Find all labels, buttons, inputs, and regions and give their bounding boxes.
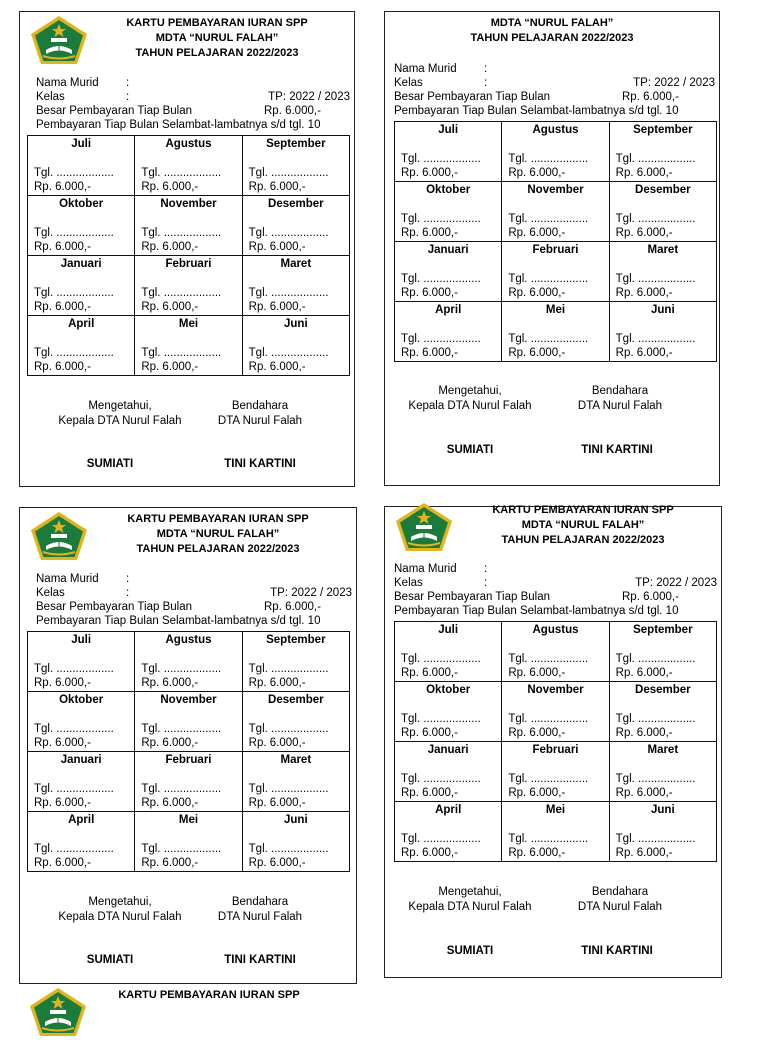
month-label: April: [68, 318, 95, 330]
month-label: Januari: [427, 244, 469, 256]
month-label: Maret: [647, 244, 679, 256]
fee-amount: Rp. 6.000,-: [264, 601, 321, 613]
month-label: November: [527, 684, 584, 696]
month-label: Februari: [532, 744, 579, 756]
grid-row: [395, 742, 717, 802]
amount-value: Rp. 6.000,-: [34, 361, 91, 373]
month-cell: [502, 742, 609, 802]
month-label: Februari: [532, 244, 579, 256]
name-label: Nama Murid: [394, 563, 457, 575]
amount-value: Rp. 6.000,-: [248, 857, 306, 869]
month-label: November: [527, 184, 584, 196]
date-field: Tgl. ..................: [401, 713, 481, 725]
month-label: Juli: [438, 124, 459, 136]
signer-left-name: SUMIATI: [86, 458, 134, 470]
card-title: KARTU PEMBAYARAN IURAN SPP: [127, 513, 309, 525]
school-name: MDTA “NURUL FALAH”: [156, 528, 280, 540]
month-label: September: [266, 634, 326, 646]
kemenag-logo-icon: [26, 986, 90, 1040]
amount-value: Rp. 6.000,-: [401, 667, 458, 679]
date-field: Tgl. ..................: [141, 783, 222, 795]
month-label: Juli: [71, 138, 92, 150]
signer-left-name: SUMIATI: [86, 954, 134, 966]
amount-value: Rp. 6.000,-: [508, 847, 566, 859]
date-field: Tgl. ..................: [141, 287, 222, 299]
fee-amount: Rp. 6.000,-: [622, 91, 679, 103]
fee-label: Besar Pembayaran Tiap Bulan: [36, 105, 192, 117]
amount-value: Rp. 6.000,-: [141, 797, 199, 809]
month-label: September: [266, 138, 326, 150]
month-label: Juni: [651, 804, 675, 816]
amount-value: Rp. 6.000,-: [615, 227, 673, 239]
sign-right: Bendahara DTA Nurul Falah: [577, 385, 663, 412]
grid-row: [395, 802, 717, 862]
date-field: Tgl. ..................: [141, 663, 222, 675]
school-year: TAHUN PELAJARAN 2022/2023: [470, 32, 634, 44]
amount-value: Rp. 6.000,-: [141, 737, 199, 749]
fee-label: Besar Pembayaran Tiap Bulan: [36, 601, 192, 613]
month-label: April: [435, 304, 462, 316]
date-field: Tgl. ..................: [141, 227, 222, 239]
month-cell: [609, 682, 716, 742]
month-cell: [28, 812, 135, 872]
payment-card-2: [384, 11, 720, 486]
month-label: Januari: [60, 258, 102, 270]
fee-amount: Rp. 6.000,-: [622, 591, 679, 603]
month-cell: [135, 752, 242, 812]
month-cell: [135, 316, 242, 376]
payment-card-5-partial: [19, 986, 349, 1026]
amount-value: Rp. 6.000,-: [248, 737, 306, 749]
amount-value: Rp. 6.000,-: [508, 667, 566, 679]
date-field: Tgl. ..................: [401, 213, 481, 225]
grid-row: [28, 812, 350, 872]
month-cell: [242, 812, 349, 872]
amount-value: Rp. 6.000,-: [141, 857, 199, 869]
month-label: Desember: [635, 684, 691, 696]
month-label: Oktober: [426, 684, 471, 696]
grid-row: [28, 256, 350, 316]
month-label: Januari: [427, 744, 469, 756]
month-label: Desember: [268, 198, 324, 210]
student-info: Nama Murid : Kelas : TP: 2022 / 2023 Besar Pembayaran Tiap Bulan Rp. 6.000,- Pembayaran Tiap Bulan Selambat-lambatnya s/d tgl. 10: [36, 573, 352, 627]
date-field: Tgl. ..................: [34, 287, 114, 299]
school-name: MDTA “NURUL FALAH”: [521, 519, 645, 531]
card-title: KARTU PEMBAYARAN IURAN SPP: [126, 17, 308, 29]
date-field: Tgl. ..................: [141, 723, 222, 735]
amount-value: Rp. 6.000,-: [615, 347, 673, 359]
month-cell: [609, 622, 716, 682]
amount-value: Rp. 6.000,-: [508, 787, 566, 799]
grid-row: [28, 136, 350, 196]
amount-value: Rp. 6.000,-: [401, 167, 458, 179]
class-label: Kelas: [394, 77, 423, 89]
kemenag-logo-icon: [27, 510, 91, 564]
fee-label: Besar Pembayaran Tiap Bulan: [394, 591, 550, 603]
month-cell: [395, 242, 502, 302]
payment-grid: [27, 631, 350, 872]
month-label: Juni: [284, 814, 308, 826]
grid-row: [395, 622, 717, 682]
amount-value: Rp. 6.000,-: [141, 361, 199, 373]
amount-value: Rp. 6.000,-: [34, 737, 91, 749]
name-label: Nama Murid: [394, 63, 457, 75]
amount-value: Rp. 6.000,-: [34, 797, 91, 809]
grid-row: [395, 682, 717, 742]
payment-card-3: [19, 507, 357, 984]
amount-value: Rp. 6.000,-: [508, 227, 566, 239]
month-label: Oktober: [59, 198, 104, 210]
date-field: Tgl. ..................: [615, 713, 696, 725]
month-label: Agustus: [532, 624, 579, 636]
date-field: Tgl. ..................: [615, 773, 696, 785]
date-field: Tgl. ..................: [34, 227, 114, 239]
fee-amount: Rp. 6.000,-: [264, 105, 321, 117]
date-field: Tgl. ..................: [34, 663, 114, 675]
signer-right-name: TINI KARTINI: [224, 458, 296, 470]
date-field: Tgl. ..................: [248, 843, 329, 855]
date-field: Tgl. ..................: [248, 167, 329, 179]
fee-label: Besar Pembayaran Tiap Bulan: [394, 91, 550, 103]
month-label: November: [160, 198, 217, 210]
student-info: Nama Murid : Kelas : TP: 2022 / 2023 Besar Pembayaran Tiap Bulan Rp. 6.000,- Pembayaran Tiap Bulan Selambat-lambatnya s/d tgl. 10: [394, 563, 717, 617]
amount-value: Rp. 6.000,-: [141, 241, 199, 253]
grid-row: [395, 122, 717, 182]
month-label: September: [633, 624, 693, 636]
month-cell: [609, 302, 716, 362]
amount-value: Rp. 6.000,-: [34, 677, 91, 689]
month-cell: [609, 242, 716, 302]
month-label: Januari: [60, 754, 102, 766]
school-year: TAHUN PELAJARAN 2022/2023: [136, 543, 300, 555]
date-field: Tgl. ..................: [34, 723, 114, 735]
date-field: Tgl. ..................: [248, 723, 329, 735]
name-label: Nama Murid: [36, 77, 99, 89]
payment-grid: [394, 621, 717, 862]
sign-right: Bendahara DTA Nurul Falah: [217, 400, 303, 427]
month-label: Desember: [268, 694, 324, 706]
signer-right-name: TINI KARTINI: [581, 444, 653, 456]
month-label: Maret: [280, 258, 312, 270]
month-label: Mei: [545, 304, 566, 316]
month-cell: [242, 632, 349, 692]
school-name: MDTA “NURUL FALAH”: [490, 17, 614, 29]
month-cell: [28, 692, 135, 752]
month-cell: [395, 682, 502, 742]
date-field: Tgl. ..................: [615, 153, 696, 165]
sign-left: Mengetahui, Kepala DTA Nurul Falah: [58, 896, 182, 923]
date-field: Tgl. ..................: [508, 713, 589, 725]
amount-value: Rp. 6.000,-: [141, 301, 199, 313]
month-cell: [502, 182, 609, 242]
month-cell: [502, 682, 609, 742]
month-cell: [395, 622, 502, 682]
month-cell: [242, 136, 349, 196]
month-cell: [609, 182, 716, 242]
sign-left: Mengetahui, Kepala DTA Nurul Falah: [58, 400, 182, 427]
amount-value: Rp. 6.000,-: [615, 847, 673, 859]
card-title: KARTU PEMBAYARAN IURAN SPP: [492, 504, 674, 516]
grid-row: [395, 242, 717, 302]
amount-value: Rp. 6.000,-: [508, 167, 566, 179]
signer-left-name: SUMIATI: [446, 945, 494, 957]
date-field: Tgl. ..................: [34, 783, 114, 795]
sign-left: Mengetahui, Kepala DTA Nurul Falah: [408, 385, 532, 412]
amount-value: Rp. 6.000,-: [248, 677, 306, 689]
date-field: Tgl. ..................: [615, 833, 696, 845]
month-cell: [502, 622, 609, 682]
tp-label: TP: 2022 / 2023: [268, 91, 350, 103]
date-field: Tgl. ..................: [248, 287, 329, 299]
month-cell: [395, 802, 502, 862]
month-cell: [28, 256, 135, 316]
tp-label: TP: 2022 / 2023: [633, 77, 715, 89]
amount-value: Rp. 6.000,-: [401, 227, 458, 239]
payment-card-1: [19, 11, 355, 487]
amount-value: Rp. 6.000,-: [34, 857, 91, 869]
tp-label: TP: 2022 / 2023: [635, 577, 717, 589]
amount-value: Rp. 6.000,-: [615, 667, 673, 679]
grid-row: [28, 692, 350, 752]
kemenag-logo-icon: [392, 501, 456, 555]
month-label: Desember: [635, 184, 691, 196]
date-field: Tgl. ..................: [508, 333, 589, 345]
grid-row: [28, 316, 350, 376]
month-cell: [502, 122, 609, 182]
deadline-note: Pembayaran Tiap Bulan Selambat-lambatnya s/d tgl. 10: [394, 105, 679, 117]
kemenag-logo-icon: [27, 14, 91, 68]
month-label: Maret: [647, 744, 679, 756]
signer-right-name: TINI KARTINI: [581, 945, 653, 957]
month-cell: [502, 802, 609, 862]
payment-card-4: [384, 506, 722, 978]
month-label: Mei: [545, 804, 566, 816]
amount-value: Rp. 6.000,-: [508, 287, 566, 299]
amount-value: Rp. 6.000,-: [141, 181, 199, 193]
date-field: Tgl. ..................: [248, 663, 329, 675]
month-cell: [609, 802, 716, 862]
month-cell: [28, 196, 135, 256]
month-label: Februari: [165, 258, 212, 270]
date-field: Tgl. ..................: [141, 347, 222, 359]
month-label: Agustus: [165, 634, 212, 646]
amount-value: Rp. 6.000,-: [615, 787, 673, 799]
date-field: Tgl. ..................: [615, 333, 696, 345]
school-name: MDTA “NURUL FALAH”: [155, 32, 279, 44]
month-label: Agustus: [532, 124, 579, 136]
amount-value: Rp. 6.000,-: [615, 287, 673, 299]
month-label: Maret: [280, 754, 312, 766]
grid-row: [28, 196, 350, 256]
sign-right: Bendahara DTA Nurul Falah: [217, 896, 303, 923]
school-year: TAHUN PELAJARAN 2022/2023: [135, 47, 299, 59]
date-field: Tgl. ..................: [401, 153, 481, 165]
date-field: Tgl. ..................: [248, 227, 329, 239]
amount-value: Rp. 6.000,-: [401, 727, 458, 739]
month-cell: [502, 302, 609, 362]
date-field: Tgl. ..................: [141, 167, 222, 179]
month-cell: [609, 122, 716, 182]
date-field: Tgl. ..................: [141, 843, 222, 855]
amount-value: Rp. 6.000,-: [401, 787, 458, 799]
month-cell: [135, 692, 242, 752]
amount-value: Rp. 6.000,-: [615, 727, 673, 739]
deadline-note: Pembayaran Tiap Bulan Selambat-lambatnya s/d tgl. 10: [36, 119, 321, 131]
signer-left-name: SUMIATI: [446, 444, 494, 456]
date-field: Tgl. ..................: [508, 153, 589, 165]
month-cell: [242, 196, 349, 256]
month-label: Juni: [651, 304, 675, 316]
amount-value: Rp. 6.000,-: [615, 167, 673, 179]
date-field: Tgl. ..................: [615, 213, 696, 225]
date-field: Tgl. ..................: [401, 273, 481, 285]
month-label: November: [160, 694, 217, 706]
month-label: April: [435, 804, 462, 816]
card-header: [90, 16, 344, 61]
payment-grid: [27, 135, 350, 376]
amount-value: Rp. 6.000,-: [508, 727, 566, 739]
month-cell: [242, 692, 349, 752]
month-cell: [502, 242, 609, 302]
month-label: Februari: [165, 754, 212, 766]
card-title: KARTU PEMBAYARAN IURAN SPP: [118, 989, 300, 1001]
sign-right: Bendahara DTA Nurul Falah: [577, 886, 663, 913]
amount-value: Rp. 6.000,-: [508, 347, 566, 359]
date-field: Tgl. ..................: [34, 843, 114, 855]
date-field: Tgl. ..................: [401, 773, 481, 785]
school-year: TAHUN PELAJARAN 2022/2023: [501, 534, 665, 546]
grid-row: [395, 182, 717, 242]
month-cell: [395, 742, 502, 802]
month-cell: [242, 256, 349, 316]
date-field: Tgl. ..................: [34, 167, 114, 179]
amount-value: Rp. 6.000,-: [401, 347, 458, 359]
month-cell: [242, 316, 349, 376]
month-cell: [609, 742, 716, 802]
name-label: Nama Murid: [36, 573, 99, 585]
student-info: Nama Murid : Kelas : TP: 2022 / 2023 Besar Pembayaran Tiap Bulan Rp. 6.000,- Pembayaran Tiap Bulan Selambat-lambatnya s/d tgl. 10: [394, 63, 715, 117]
amount-value: Rp. 6.000,-: [248, 241, 306, 253]
class-label: Kelas: [36, 91, 65, 103]
month-label: Agustus: [165, 138, 212, 150]
month-cell: [28, 136, 135, 196]
month-label: April: [68, 814, 95, 826]
amount-value: Rp. 6.000,-: [248, 181, 306, 193]
date-field: Tgl. ..................: [615, 273, 696, 285]
date-field: Tgl. ..................: [508, 653, 589, 665]
date-field: Tgl. ..................: [508, 213, 589, 225]
card-header: [90, 512, 346, 557]
amount-value: Rp. 6.000,-: [34, 181, 91, 193]
month-cell: [28, 752, 135, 812]
date-field: Tgl. ..................: [248, 783, 329, 795]
class-label: Kelas: [394, 577, 423, 589]
month-cell: [135, 196, 242, 256]
date-field: Tgl. ..................: [248, 347, 329, 359]
amount-value: Rp. 6.000,-: [34, 301, 91, 313]
month-cell: [28, 632, 135, 692]
date-field: Tgl. ..................: [401, 333, 481, 345]
tp-label: TP: 2022 / 2023: [270, 587, 352, 599]
month-cell: [395, 302, 502, 362]
month-label: Juni: [284, 318, 308, 330]
amount-value: Rp. 6.000,-: [248, 797, 306, 809]
month-label: Oktober: [426, 184, 471, 196]
amount-value: Rp. 6.000,-: [248, 361, 306, 373]
month-label: Juli: [438, 624, 459, 636]
card-header: [89, 988, 329, 1003]
date-field: Tgl. ..................: [508, 273, 589, 285]
month-cell: [135, 256, 242, 316]
signer-right-name: TINI KARTINI: [224, 954, 296, 966]
month-cell: [242, 752, 349, 812]
month-label: Mei: [178, 814, 199, 826]
sign-left: Mengetahui, Kepala DTA Nurul Falah: [408, 886, 532, 913]
deadline-note: Pembayaran Tiap Bulan Selambat-lambatnya s/d tgl. 10: [394, 605, 679, 617]
class-label: Kelas: [36, 587, 65, 599]
month-label: September: [633, 124, 693, 136]
month-label: Juli: [71, 634, 92, 646]
deadline-note: Pembayaran Tiap Bulan Selambat-lambatnya s/d tgl. 10: [36, 615, 321, 627]
month-cell: [135, 136, 242, 196]
grid-row: [28, 632, 350, 692]
month-cell: [135, 812, 242, 872]
amount-value: Rp. 6.000,-: [401, 847, 458, 859]
grid-row: [28, 752, 350, 812]
month-cell: [395, 122, 502, 182]
date-field: Tgl. ..................: [401, 833, 481, 845]
card-header: [455, 503, 711, 548]
amount-value: Rp. 6.000,-: [141, 677, 199, 689]
payment-grid: [394, 121, 717, 362]
amount-value: Rp. 6.000,-: [401, 287, 458, 299]
card-header: [395, 16, 709, 46]
month-label: Mei: [178, 318, 199, 330]
grid-row: [395, 302, 717, 362]
month-cell: [395, 182, 502, 242]
date-field: Tgl. ..................: [34, 347, 114, 359]
date-field: Tgl. ..................: [401, 653, 481, 665]
amount-value: Rp. 6.000,-: [248, 301, 306, 313]
month-cell: [135, 632, 242, 692]
student-info: Nama Murid : Kelas : TP: 2022 / 2023 Besar Pembayaran Tiap Bulan Rp. 6.000,- Pembayaran Tiap Bulan Selambat-lambatnya s/d tgl. 10: [36, 77, 350, 131]
month-label: Oktober: [59, 694, 104, 706]
month-cell: [28, 316, 135, 376]
date-field: Tgl. ..................: [508, 773, 589, 785]
date-field: Tgl. ..................: [508, 833, 589, 845]
amount-value: Rp. 6.000,-: [34, 241, 91, 253]
date-field: Tgl. ..................: [615, 653, 696, 665]
